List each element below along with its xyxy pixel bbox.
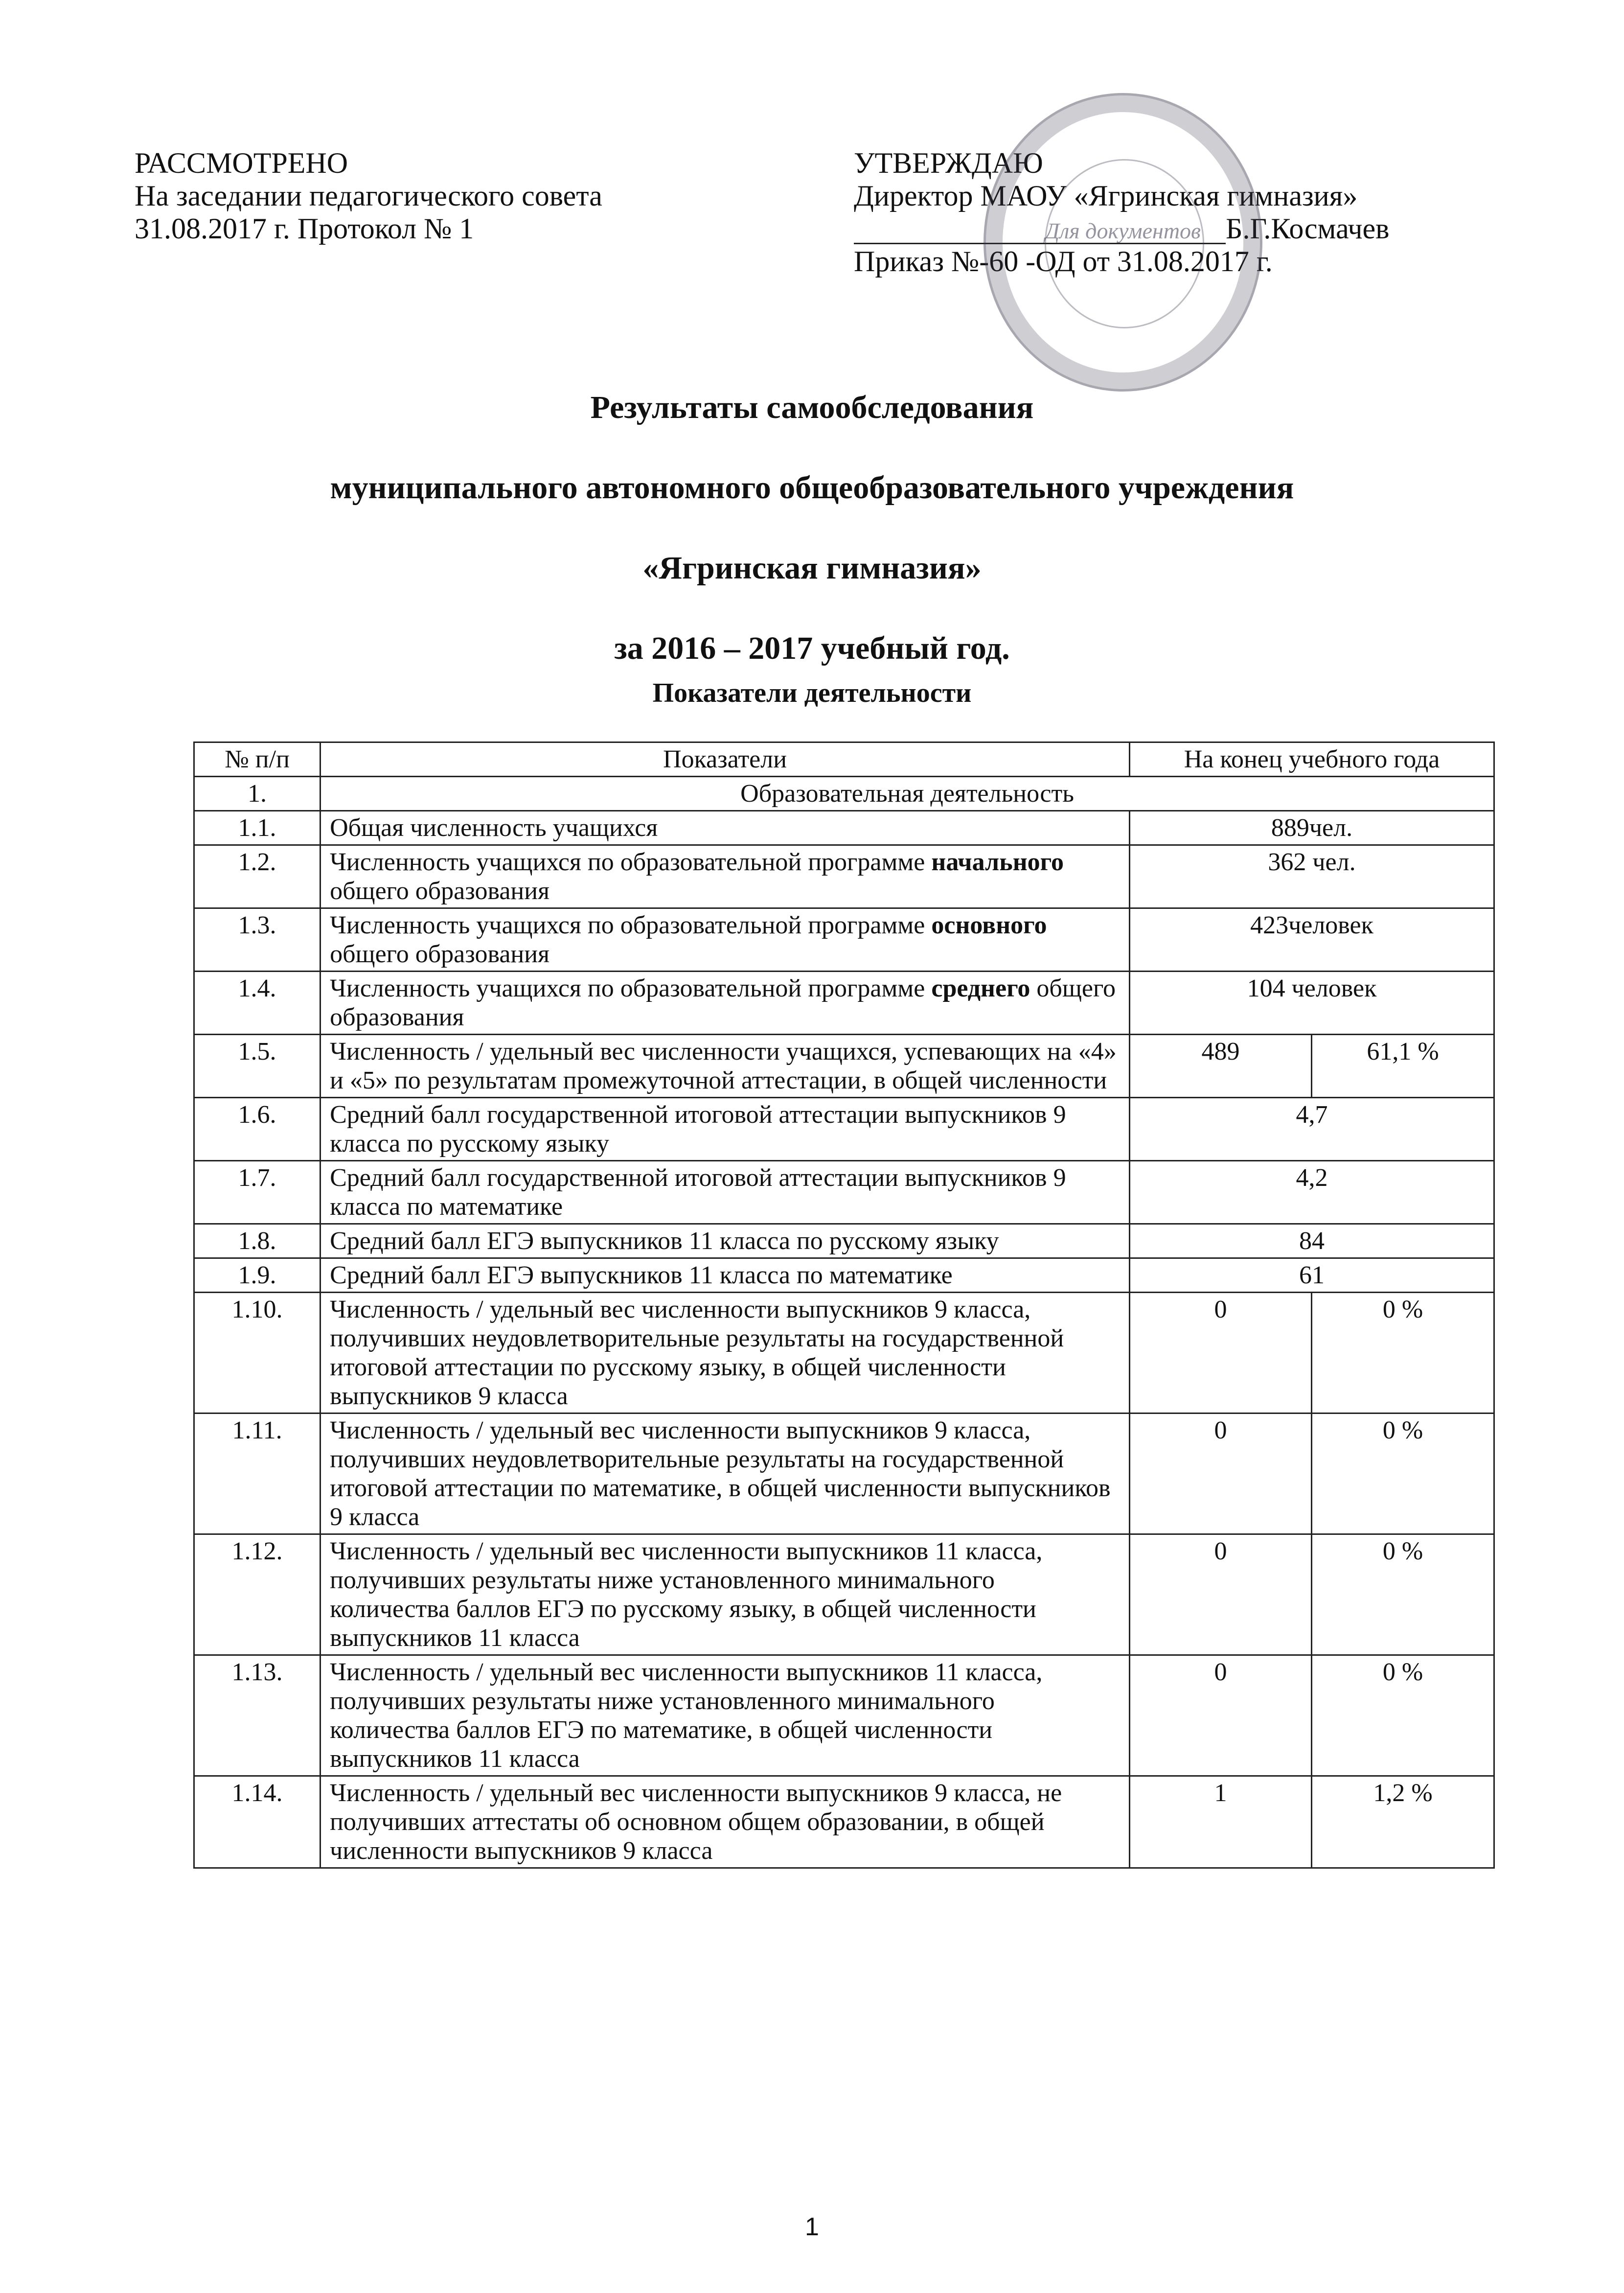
row-indicator: Средний балл государственной итоговой аттестации выпускников 9 класса по русскому языку (320, 1098, 1130, 1161)
row-indicator-text: общего образования (330, 974, 1116, 1031)
row-count: 0 (1130, 1655, 1312, 1776)
row-percent: 1,2 % (1311, 1776, 1494, 1868)
row-percent: 0 % (1311, 1293, 1494, 1413)
row-indicator: Численность / удельный вес численности учащихся, успевающих на «4» и «5» по результатам промежуточной аттестации, в общей численности (320, 1035, 1130, 1098)
seal-inner-ring (1045, 159, 1204, 328)
table-subtitle: Показатели деятельности (652, 678, 972, 708)
row-num: 1.11. (194, 1413, 320, 1534)
row-count: 1 (1130, 1776, 1312, 1868)
table-row (194, 1655, 1494, 1776)
table-row (194, 1161, 1494, 1224)
row-num: 1.8. (194, 1224, 320, 1258)
row-indicator: Численность / удельный вес численности выпускников 9 класса, получивших неудовлетворительные результаты на государственной итоговой аттестации по русскому языку, в общей численности выпускников 9 класса (320, 1293, 1130, 1413)
director-name: Б.Г.Космачев (1226, 212, 1390, 245)
section-row (194, 777, 1494, 811)
row-indicator (320, 908, 1130, 972)
title-line-2: муниципального автономного общеобразовательного учреждения (330, 470, 1294, 506)
row-num: 1.10. (194, 1293, 320, 1413)
row-indicator: Средний балл ЕГЭ выпускников 11 класса по русскому языку (320, 1224, 1130, 1258)
approved-position: Директор МАОУ «Ягринская гимназия» (854, 180, 1358, 212)
row-count: 0 (1130, 1413, 1312, 1534)
approved-title: УТВЕРЖДАЮ (854, 147, 1043, 179)
table-row (194, 1258, 1494, 1293)
header-indicator: Показатели (320, 742, 1130, 777)
row-num: 1.12. (194, 1534, 320, 1655)
table-row (194, 1776, 1494, 1868)
row-value: 4,2 (1130, 1161, 1494, 1224)
row-percent: 0 % (1311, 1534, 1494, 1655)
row-indicator: Средний балл ЕГЭ выпускников 11 класса по математике (320, 1258, 1130, 1293)
row-count: 489 (1130, 1035, 1312, 1098)
seal-center-text: Для документов (1045, 218, 1201, 243)
row-num: 1.9. (194, 1258, 320, 1293)
title-line-1: Результаты самообследования (590, 390, 1034, 425)
table-row (194, 811, 1494, 845)
table-row (194, 908, 1494, 972)
row-indicator-bold: основного (931, 911, 1047, 939)
indicators-table (193, 741, 1495, 1869)
row-indicator: Средний балл государственной итоговой аттестации выпускников 9 класса по математике (320, 1161, 1130, 1224)
row-indicator: Численность / удельный вес численности выпускников 9 класса, получивших неудовлетворительные результаты на государственной итоговой аттестации по математике, в общей численности выпускников 9 класса (320, 1413, 1130, 1534)
approval-order: Приказ №-60 -ОД от 31.08.2017 г. (854, 245, 1273, 278)
reviewed-title: РАССМОТРЕНО (135, 147, 348, 179)
section-title: Образовательная деятельность (320, 777, 1494, 811)
row-count: 0 (1130, 1293, 1312, 1413)
table-row (194, 972, 1494, 1035)
row-indicator-text: общего образования (330, 877, 549, 905)
row-indicator: Общая численность учащихся (320, 811, 1130, 845)
section-num: 1. (194, 777, 320, 811)
row-indicator: Численность / удельный вес численности выпускников 11 класса, получивших результаты ниже установленного минимального количества баллов ЕГЭ по математике, в общей численности выпускников 11 класса (320, 1655, 1130, 1776)
document-title (0, 392, 1624, 713)
row-indicator-text: общего образования (330, 940, 549, 968)
row-percent: 61,1 % (1311, 1035, 1494, 1098)
title-line-4: за 2016 – 2017 учебный год. (614, 630, 1010, 666)
header-value: На конец учебного года (1130, 742, 1494, 777)
row-value: 61 (1130, 1258, 1494, 1293)
row-indicator-text: Численность учащихся по образовательной программе (330, 848, 932, 876)
table-row (194, 1293, 1494, 1413)
row-value: 104 человек (1130, 972, 1494, 1035)
table-row (194, 1534, 1494, 1655)
row-value: 423человек (1130, 908, 1494, 972)
title-line-3: «Ягринская гимназия» (642, 550, 982, 586)
row-num: 1.14. (194, 1776, 320, 1868)
row-num: 1.6. (194, 1098, 320, 1161)
row-indicator-bold: среднего (931, 974, 1030, 1002)
header-num: № п/п (194, 742, 320, 777)
table-row (194, 1413, 1494, 1534)
approval-block-reviewed (135, 147, 722, 245)
table-row (194, 1224, 1494, 1258)
table-row (194, 1035, 1494, 1098)
row-value: 4,7 (1130, 1098, 1494, 1161)
row-num: 1.4. (194, 972, 320, 1035)
row-num: 1.1. (194, 811, 320, 845)
row-num: 1.7. (194, 1161, 320, 1224)
row-value: 84 (1130, 1224, 1494, 1258)
reviewed-protocol: 31.08.2017 г. Протокол № 1 (135, 212, 474, 245)
round-seal-stamp (984, 93, 1262, 392)
row-num: 1.3. (194, 908, 320, 972)
row-percent: 0 % (1311, 1655, 1494, 1776)
row-indicator (320, 972, 1130, 1035)
row-count: 0 (1130, 1534, 1312, 1655)
row-indicator (320, 845, 1130, 908)
row-indicator: Численность / удельный вес численности выпускников 9 класса, не получивших аттестаты об основном общем образовании, в общей численности выпускников 9 класса (320, 1776, 1130, 1868)
table-row (194, 1098, 1494, 1161)
row-indicator-text: Численность учащихся по образовательной программе (330, 974, 932, 1002)
row-indicator-text: Численность учащихся по образовательной программе (330, 911, 932, 939)
table-header-row (194, 742, 1494, 777)
row-indicator-bold: начального (931, 848, 1064, 876)
row-percent: 0 % (1311, 1413, 1494, 1534)
row-indicator: Численность / удельный вес численности выпускников 11 класса, получивших результаты ниже установленного минимального количества баллов ЕГЭ по русскому языку, в общей численности выпускников 11 класса (320, 1534, 1130, 1655)
page-number: 1 (805, 2213, 819, 2241)
row-num: 1.2. (194, 845, 320, 908)
row-num: 1.13. (194, 1655, 320, 1776)
row-num: 1.5. (194, 1035, 320, 1098)
reviewed-meeting: На заседании педагогического совета (135, 180, 602, 212)
row-value: 362 чел. (1130, 845, 1494, 908)
table-row (194, 845, 1494, 908)
row-value: 889чел. (1130, 811, 1494, 845)
